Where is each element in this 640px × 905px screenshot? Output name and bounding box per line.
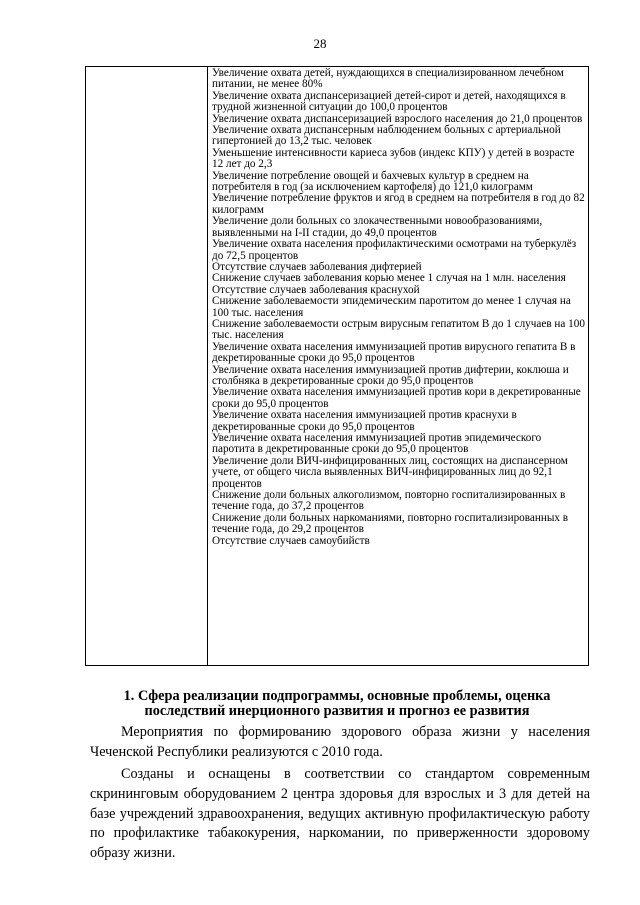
- body-paragraph: Созданы и оснащены в соответствии со стандартом современным скрининговым оборудованием 2 центра здоровья для взрослых и 3 для детей на базе учреждений здравоохранения, ведущих активную профилактическую работу по профилактике табакокурения, наркомании, по приверженности здоровому образу жизни.: [90, 766, 590, 862]
- target-item: Увеличение охвата населения иммунизацией против кори в декретированные сроки до 95,0 процентов: [212, 386, 581, 410]
- target-item: Увеличение охвата детей, нуждающихся в специализированном лечебном питании, не менее 80%: [212, 67, 564, 91]
- target-item: Снижение заболеваемости острым вирусным гепатитом В до 1 случаев на 100 тыс. населения: [212, 317, 585, 342]
- target-item: Увеличение доли больных со злокачественными новообразованиями, выявленными на I-II стадии, до 49,0 процентов: [212, 215, 543, 239]
- target-item: Увеличение охвата населения иммунизацией против эпидемического паротита в декретированные сроки до 95,0 процентов: [212, 432, 542, 456]
- target-item: Снижение случаев заболевания корью менее 1 случая на 1 млн. населения: [212, 272, 566, 285]
- target-item: Уменьшение интенсивности кариеса зубов (индекс КПУ) у детей в возрасте 12 лет до 2,3: [212, 146, 575, 171]
- target-item: Увеличение охвата населения профилактическими осмотрами на туберкулёз до 72,5 процентов: [212, 238, 577, 262]
- target-item: Увеличение потребление овощей и бахчевых культур в среднем на потребителя в год (за исключением картофеля) до 121,0 килограмм: [212, 169, 533, 194]
- target-item: Отсутствие случаев самоубийств: [212, 534, 370, 547]
- targets-table: [85, 66, 589, 666]
- section-heading: 1. Сфера реализации подпрограммы, основные проблемы, оценка последствий инерционного развития и прогноз ее развития: [123, 688, 551, 719]
- target-item: Увеличение охвата диспансеризацией взрослого населения до 21,0 процентов: [212, 112, 583, 125]
- target-item: Отсутствие случаев заболевания дифтерией: [212, 260, 422, 273]
- body-paragraph: Мероприятия по формированию здорового образа жизни у населения Чеченской Республики реализуются с 2010 года.: [90, 724, 590, 760]
- target-item: Снижение доли больных наркоманиями, повторно госпитализированных в течение года, до 29,2 процентов: [212, 511, 569, 536]
- target-item: Увеличение охвата населения иммунизацией против дифтерии, коклюша и столбняка в декретированные сроки до 95,0 процентов: [212, 363, 569, 387]
- target-item: Увеличение потребление фруктов и ягод в среднем на потребителя в год до 82 килограмм: [212, 192, 585, 216]
- page-number: 28: [313, 36, 327, 51]
- target-item: Увеличение охвата диспансеризацией детей-сирот и детей, находящихся в трудной жизненной ситуации до 100,0 процентов: [212, 89, 566, 114]
- target-item: Увеличение охвата населения иммунизацией против краснухи в декретированные сроки до 95,0 процентов: [212, 409, 517, 433]
- table-column-divider: [207, 67, 208, 665]
- targets-list: [212, 68, 586, 547]
- target-item: Увеличение доли ВИЧ-инфицированных лиц, состоящих на диспансерном учете, от общего числа выявленных ВИЧ-инфицированных лиц до 92,1 процентов: [212, 454, 568, 490]
- target-item: Отсутствие случаев заболевания краснухой: [212, 283, 420, 296]
- target-item: Снижение заболеваемости эпидемическим паротитом до менее 1 случая на 100 тыс. населения: [212, 295, 571, 319]
- target-item: Снижение доли больных алкоголизмом, повторно госпитализированных в течение года, до 37,2 процентов: [212, 489, 566, 513]
- target-item: Увеличение охвата диспансерным наблюдением больных с артериальной гипертонией до 13,2 тыс. человек: [212, 124, 561, 148]
- target-item: Увеличение охвата населения иммунизацией против вирусного гепатита В в декретированные сроки до 95,0 процентов: [212, 340, 576, 365]
